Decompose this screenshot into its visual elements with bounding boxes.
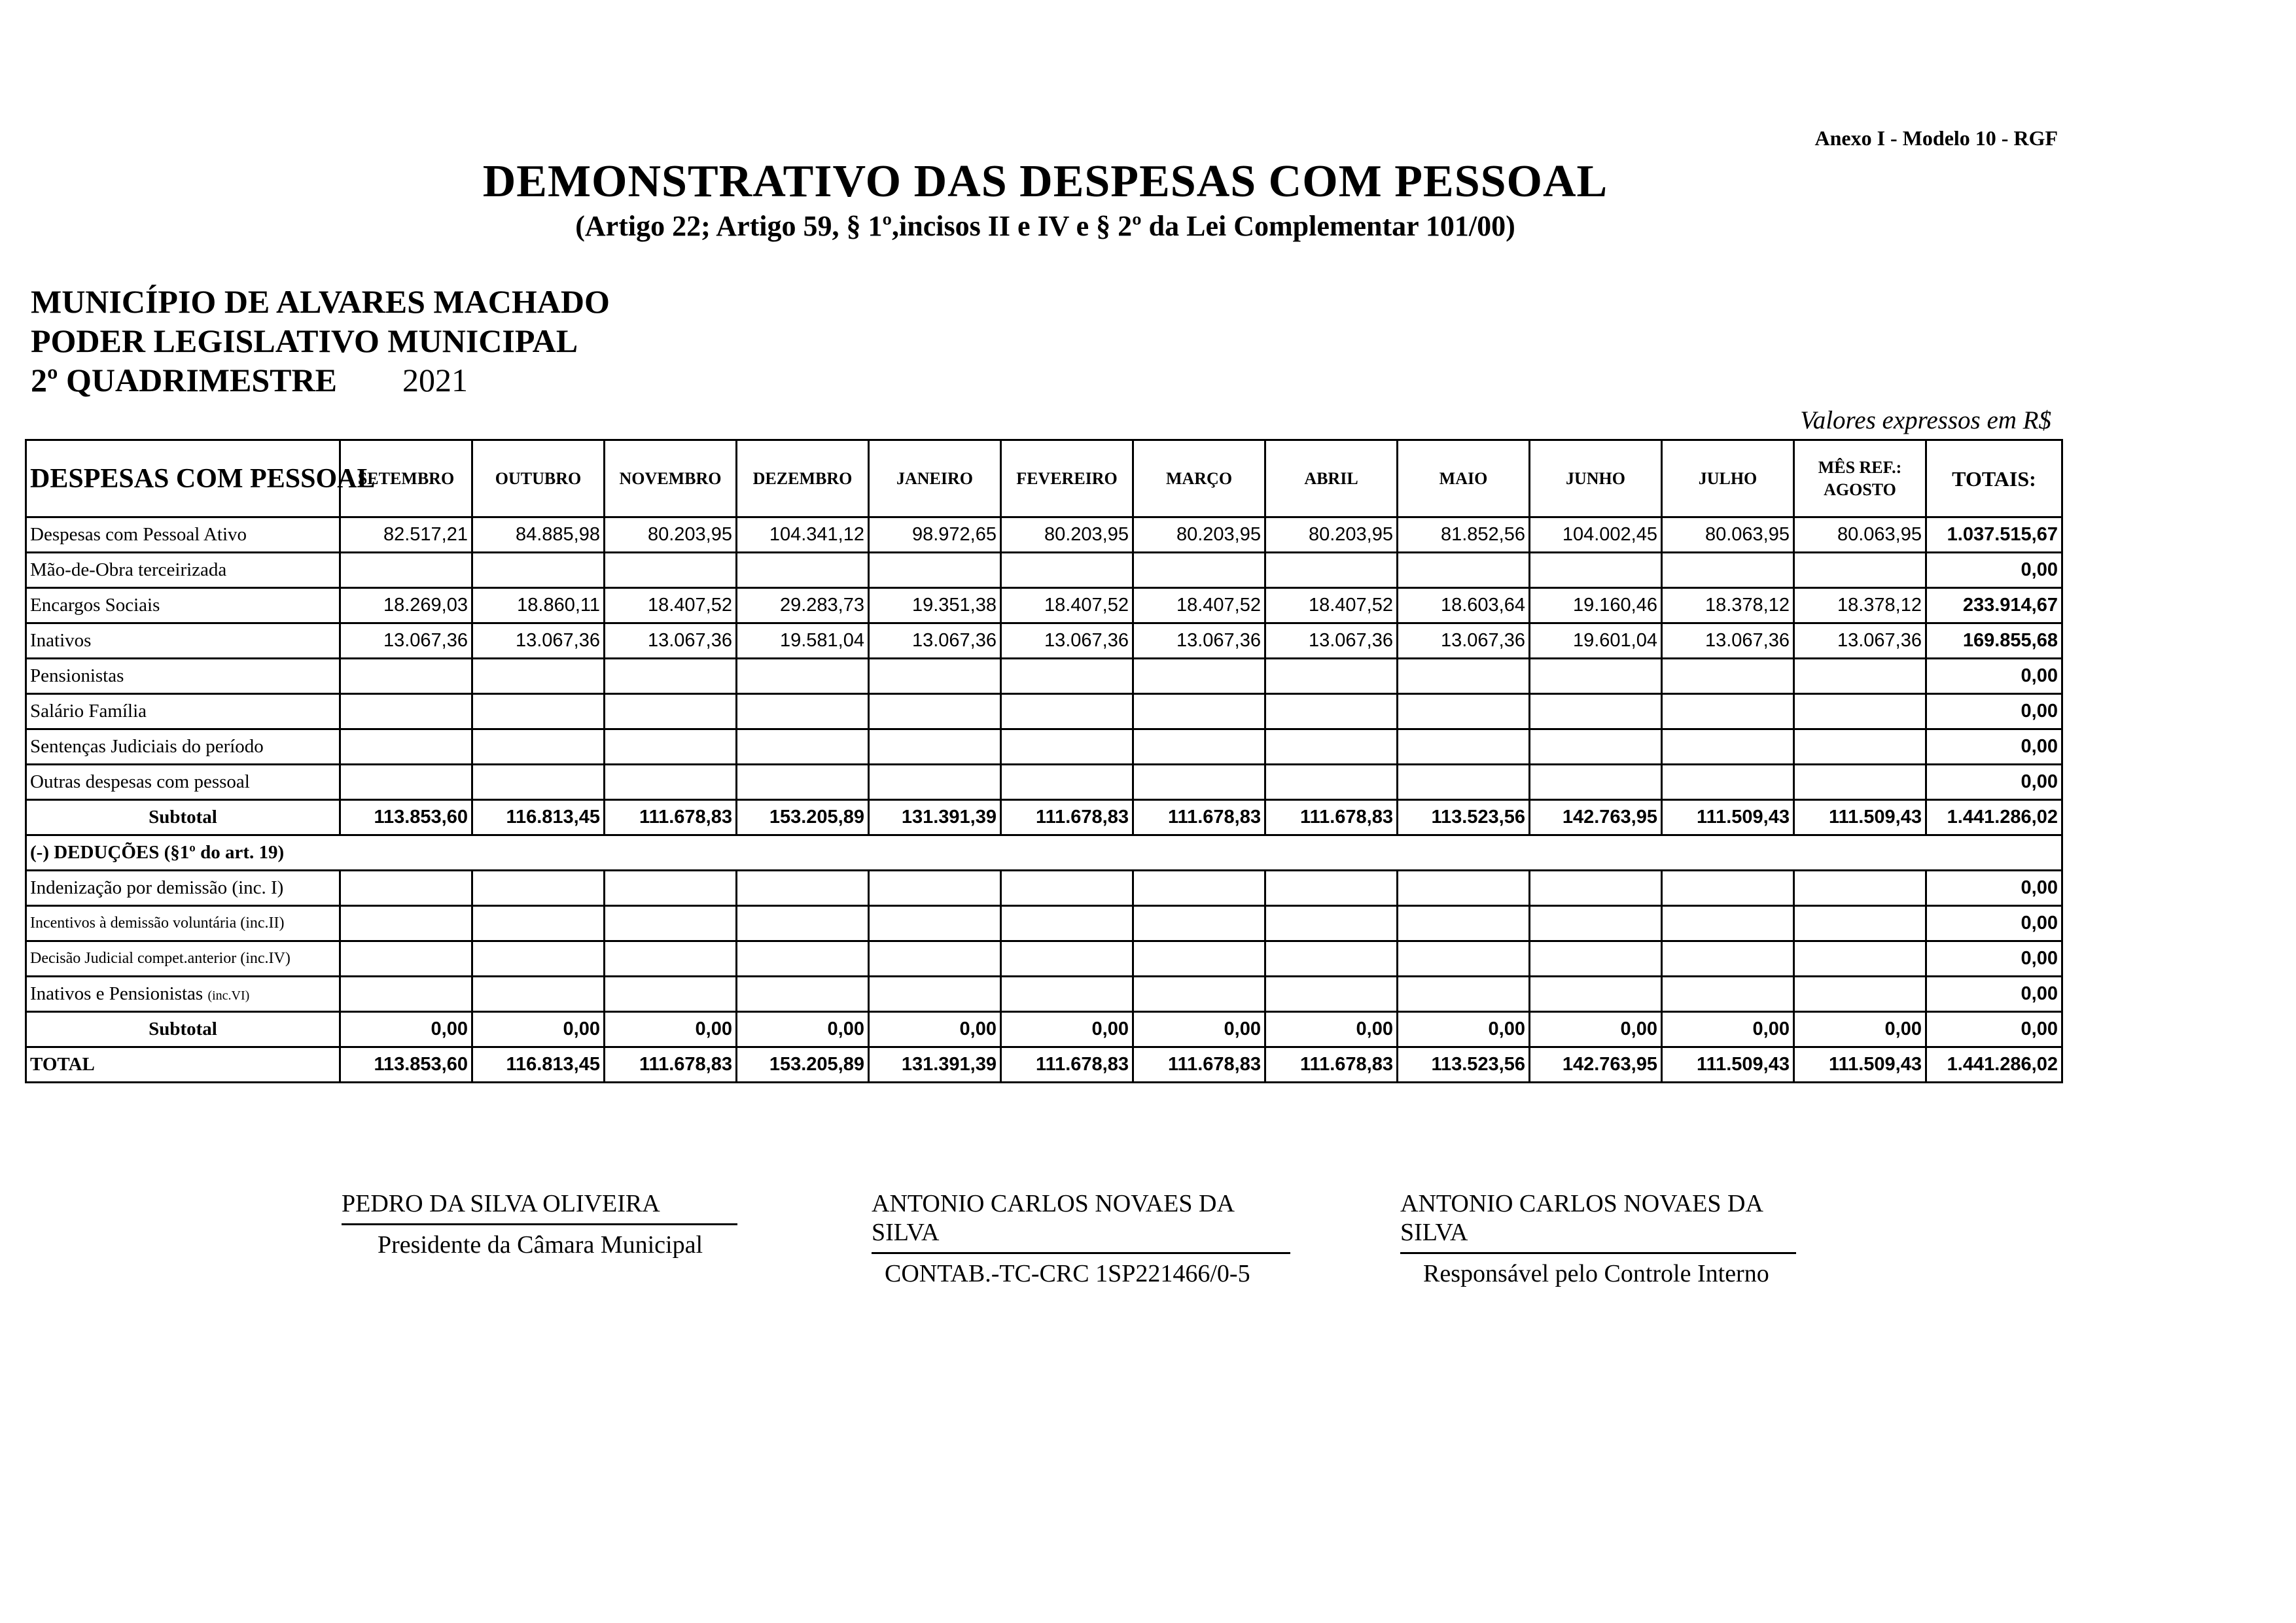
value-cell: [1265, 729, 1398, 765]
header-month: OUTUBRO: [472, 440, 605, 517]
total-cell: 0,00: [1926, 765, 2062, 800]
value-cell: [605, 694, 737, 729]
value-cell: 111.678,83: [1133, 800, 1265, 835]
row-label: [26, 517, 340, 553]
deductions-header: (-) DEDUÇÕES (§1º do art. 19): [26, 835, 2062, 871]
value-cell: 0,00: [869, 1012, 1001, 1047]
value-cell: [1794, 765, 1926, 800]
row-label: [26, 623, 340, 659]
value-cell: [1794, 694, 1926, 729]
ref-header-line1: MÊS REF.:: [1818, 457, 1902, 477]
total-cell: 0,00: [1926, 871, 2062, 906]
value-cell: [1530, 941, 1662, 977]
value-cell: [737, 729, 869, 765]
value-cell: [737, 977, 869, 1012]
value-cell: 0,00: [340, 1012, 472, 1047]
value-cell: 111.678,83: [1001, 1047, 1133, 1083]
value-cell: [1794, 553, 1926, 588]
value-cell: [1001, 553, 1133, 588]
value-cell: [1530, 765, 1662, 800]
value-cell: 13.067,36: [869, 623, 1001, 659]
value-cell: 18.407,52: [1265, 588, 1398, 623]
currency-note: Valores expressos em R$: [1800, 406, 2051, 434]
value-cell: [472, 765, 605, 800]
table-row: [26, 871, 2062, 906]
table-row: [26, 623, 2062, 659]
value-cell: [1662, 871, 1794, 906]
value-cell: 13.067,36: [1265, 623, 1398, 659]
row-label-text: Despesas com Pessoal Ativo: [30, 524, 247, 545]
signature-name: ANTONIO CARLOS NOVAES DA SILVA: [1400, 1190, 1762, 1246]
value-cell: 84.885,98: [472, 517, 605, 553]
value-cell: 80.203,95: [1133, 517, 1265, 553]
total-cell: 233.914,67: [1926, 588, 2062, 623]
value-cell: [1794, 871, 1926, 906]
period-year: 2021: [402, 362, 468, 398]
value-cell: [1133, 694, 1265, 729]
value-cell: [340, 553, 472, 588]
row-label-text: Subtotal: [149, 807, 217, 828]
value-cell: [1265, 553, 1398, 588]
row-label-text: Pensionistas: [30, 665, 124, 686]
value-cell: [472, 553, 605, 588]
header-month: JUNHO: [1530, 440, 1662, 517]
row-label: [26, 906, 340, 941]
value-cell: [1398, 765, 1530, 800]
value-cell: [1133, 729, 1265, 765]
row-label: [26, 694, 340, 729]
value-cell: [1133, 906, 1265, 941]
value-cell: 80.063,95: [1794, 517, 1926, 553]
value-cell: 80.203,95: [605, 517, 737, 553]
row-label-text: Encargos Sociais: [30, 595, 160, 616]
value-cell: 142.763,95: [1530, 1047, 1662, 1083]
value-cell: [1794, 659, 1926, 694]
value-cell: 104.002,45: [1530, 517, 1662, 553]
value-cell: 111.509,43: [1794, 1047, 1926, 1083]
total-cell: 0,00: [1926, 906, 2062, 941]
value-cell: [1265, 977, 1398, 1012]
value-cell: [1398, 659, 1530, 694]
value-cell: [737, 765, 869, 800]
row-label: [26, 729, 340, 765]
value-cell: [1001, 659, 1133, 694]
row-label-text: Sentenças Judiciais do período: [30, 736, 264, 757]
row-label: [26, 871, 340, 906]
value-cell: 111.678,83: [605, 1047, 737, 1083]
value-cell: [1265, 941, 1398, 977]
row-label-text: Outras despesas com pessoal: [30, 771, 250, 792]
value-cell: 0,00: [605, 1012, 737, 1047]
value-cell: [1265, 765, 1398, 800]
value-cell: [340, 906, 472, 941]
value-cell: [1662, 765, 1794, 800]
value-cell: [1265, 694, 1398, 729]
row-label: [26, 553, 340, 588]
row-label-text: Decisão Judicial compet.anterior (inc.IV): [30, 950, 291, 967]
value-cell: [1662, 659, 1794, 694]
value-cell: [737, 906, 869, 941]
total-cell: 0,00: [1926, 941, 2062, 977]
value-cell: [737, 659, 869, 694]
value-cell: 153.205,89: [737, 800, 869, 835]
header-month: MAIO: [1398, 440, 1530, 517]
value-cell: [869, 765, 1001, 800]
signature-role: CONTAB.-TC-CRC 1SP221466/0-5: [885, 1260, 1250, 1287]
value-cell: [472, 941, 605, 977]
header-reference-month: [1794, 440, 1926, 517]
value-cell: 19.351,38: [869, 588, 1001, 623]
expenses-table: [25, 439, 2063, 1083]
value-cell: 111.678,83: [1001, 800, 1133, 835]
total-cell: 0,00: [1926, 729, 2062, 765]
row-label: [26, 1012, 340, 1047]
value-cell: [340, 871, 472, 906]
table-row: [26, 906, 2062, 941]
value-cell: [1530, 977, 1662, 1012]
value-cell: 18.269,03: [340, 588, 472, 623]
table-row: [26, 729, 2062, 765]
value-cell: 113.523,56: [1398, 800, 1530, 835]
value-cell: 111.678,83: [1265, 1047, 1398, 1083]
page-title: DEMONSTRATIVO DAS DESPESAS COM PESSOAL: [482, 156, 1608, 207]
value-cell: 153.205,89: [737, 1047, 869, 1083]
value-cell: 0,00: [1001, 1012, 1133, 1047]
value-cell: [737, 553, 869, 588]
municipality-name: MUNICÍPIO DE ALVARES MACHADO: [31, 283, 610, 320]
signature-block: [342, 1189, 737, 1259]
value-cell: 81.852,56: [1398, 517, 1530, 553]
row-label-text: Indenização por demissão (inc. I): [30, 877, 284, 898]
value-cell: 113.523,56: [1398, 1047, 1530, 1083]
page-subtitle: (Artigo 22; Artigo 59, § 1º,incisos II e IV e § 2º da Lei Complementar 101/00): [575, 210, 1515, 242]
value-cell: [1398, 553, 1530, 588]
value-cell: [869, 977, 1001, 1012]
value-cell: [737, 941, 869, 977]
signature-role: Presidente da Câmara Municipal: [378, 1231, 703, 1259]
table-row: [26, 517, 2062, 553]
signature-name: ANTONIO CARLOS NOVAES DA SILVA: [872, 1190, 1233, 1246]
value-cell: [340, 765, 472, 800]
value-cell: [1662, 941, 1794, 977]
value-cell: 19.160,46: [1530, 588, 1662, 623]
value-cell: 98.972,65: [869, 517, 1001, 553]
total-cell: 1.441.286,02: [1926, 800, 2062, 835]
table-row: [26, 765, 2062, 800]
value-cell: 111.678,83: [605, 800, 737, 835]
value-cell: [605, 553, 737, 588]
value-cell: [869, 729, 1001, 765]
value-cell: 111.509,43: [1662, 800, 1794, 835]
value-cell: 18.378,12: [1794, 588, 1926, 623]
power-name: PODER LEGISLATIVO MUNICIPAL: [31, 323, 578, 359]
value-cell: [737, 871, 869, 906]
value-cell: 111.509,43: [1794, 800, 1926, 835]
signature-block: [1400, 1189, 1796, 1288]
subtotal-row: [26, 1012, 2062, 1047]
value-cell: [340, 694, 472, 729]
row-label: [26, 1047, 340, 1083]
row-label: [26, 800, 340, 835]
value-cell: 80.203,95: [1001, 517, 1133, 553]
value-cell: [869, 906, 1001, 941]
value-cell: [1398, 906, 1530, 941]
value-cell: [1530, 694, 1662, 729]
value-cell: [1398, 729, 1530, 765]
value-cell: 0,00: [1265, 1012, 1398, 1047]
ref-header-line2: AGOSTO: [1824, 480, 1896, 499]
table-row: [26, 977, 2062, 1012]
value-cell: [472, 729, 605, 765]
value-cell: 131.391,39: [869, 800, 1001, 835]
value-cell: 113.853,60: [340, 1047, 472, 1083]
header-month: JULHO: [1662, 440, 1794, 517]
value-cell: 18.407,52: [1133, 588, 1265, 623]
value-cell: 13.067,36: [340, 623, 472, 659]
header-month: NOVEMBRO: [605, 440, 737, 517]
row-label-text: TOTAL: [30, 1054, 95, 1075]
row-label: [26, 941, 340, 977]
header-month: ABRIL: [1265, 440, 1398, 517]
header-month: FEVEREIRO: [1001, 440, 1133, 517]
value-cell: [869, 553, 1001, 588]
row-label-text: Subtotal: [149, 1019, 217, 1039]
period-line: [31, 361, 468, 399]
row-label: [26, 765, 340, 800]
value-cell: 13.067,36: [1001, 623, 1133, 659]
row-label: [26, 659, 340, 694]
value-cell: [472, 694, 605, 729]
row-label-text: Incentivos à demissão voluntária (inc.II): [30, 915, 285, 932]
total-cell: 169.855,68: [1926, 623, 2062, 659]
value-cell: [1001, 941, 1133, 977]
value-cell: [1265, 871, 1398, 906]
value-cell: 116.813,45: [472, 800, 605, 835]
total-cell: 1.037.515,67: [1926, 517, 2062, 553]
value-cell: 0,00: [1662, 1012, 1794, 1047]
value-cell: [1530, 906, 1662, 941]
total-cell: 0,00: [1926, 659, 2062, 694]
value-cell: [472, 906, 605, 941]
header-month: JANEIRO: [869, 440, 1001, 517]
total-row: [26, 1047, 2062, 1083]
value-cell: [1001, 694, 1133, 729]
value-cell: [605, 729, 737, 765]
value-cell: 0,00: [1398, 1012, 1530, 1047]
value-cell: [1794, 941, 1926, 977]
total-cell: 0,00: [1926, 1012, 2062, 1047]
signature-name: PEDRO DA SILVA OLIVEIRA: [342, 1190, 660, 1217]
total-cell: 0,00: [1926, 977, 2062, 1012]
value-cell: [1001, 871, 1133, 906]
value-cell: [869, 659, 1001, 694]
header-month: SETEMBRO: [340, 440, 472, 517]
value-cell: 18.407,52: [605, 588, 737, 623]
row-label-note: (inc.VI): [207, 988, 250, 1003]
value-cell: [1794, 729, 1926, 765]
value-cell: 142.763,95: [1530, 800, 1662, 835]
value-cell: [1530, 871, 1662, 906]
header-despesas: DESPESAS COM PESSOAL: [26, 440, 340, 517]
value-cell: [605, 977, 737, 1012]
value-cell: 19.601,04: [1530, 623, 1662, 659]
value-cell: [1133, 553, 1265, 588]
value-cell: [1530, 659, 1662, 694]
value-cell: 18.860,11: [472, 588, 605, 623]
value-cell: 104.341,12: [737, 517, 869, 553]
value-cell: [869, 941, 1001, 977]
subtotal-row: [26, 800, 2062, 835]
value-cell: 80.203,95: [1265, 517, 1398, 553]
value-cell: 13.067,36: [1133, 623, 1265, 659]
value-cell: [737, 694, 869, 729]
value-cell: [869, 871, 1001, 906]
value-cell: [1794, 906, 1926, 941]
value-cell: 0,00: [1794, 1012, 1926, 1047]
signature-block: [872, 1189, 1290, 1288]
value-cell: [472, 659, 605, 694]
value-cell: 18.603,64: [1398, 588, 1530, 623]
value-cell: [869, 694, 1001, 729]
header-totals: TOTAIS:: [1926, 440, 2062, 517]
total-cell: 0,00: [1926, 553, 2062, 588]
value-cell: [1265, 659, 1398, 694]
value-cell: [605, 871, 737, 906]
value-cell: 131.391,39: [869, 1047, 1001, 1083]
value-cell: 18.407,52: [1001, 588, 1133, 623]
table-row: [26, 659, 2062, 694]
value-cell: [472, 977, 605, 1012]
value-cell: 111.678,83: [1133, 1047, 1265, 1083]
value-cell: [1398, 694, 1530, 729]
value-cell: [1662, 906, 1794, 941]
value-cell: 13.067,36: [1794, 623, 1926, 659]
value-cell: [340, 659, 472, 694]
table-row: [26, 941, 2062, 977]
value-cell: [1530, 553, 1662, 588]
value-cell: [1662, 553, 1794, 588]
row-label: [26, 588, 340, 623]
value-cell: [1133, 941, 1265, 977]
value-cell: 19.581,04: [737, 623, 869, 659]
value-cell: [1265, 906, 1398, 941]
value-cell: [605, 765, 737, 800]
row-label-text: Mão-de-Obra terceirizada: [30, 559, 227, 580]
value-cell: 111.509,43: [1662, 1047, 1794, 1083]
value-cell: [1794, 977, 1926, 1012]
row-label-text: Salário Família: [30, 701, 147, 722]
value-cell: 116.813,45: [472, 1047, 605, 1083]
value-cell: [605, 659, 737, 694]
value-cell: 29.283,73: [737, 588, 869, 623]
value-cell: 18.378,12: [1662, 588, 1794, 623]
value-cell: 0,00: [1133, 1012, 1265, 1047]
value-cell: [340, 729, 472, 765]
value-cell: [1398, 941, 1530, 977]
value-cell: 0,00: [737, 1012, 869, 1047]
value-cell: [605, 906, 737, 941]
table-row: [26, 553, 2062, 588]
value-cell: [1530, 729, 1662, 765]
value-cell: [1001, 906, 1133, 941]
signature-role: Responsável pelo Controle Interno: [1423, 1260, 1769, 1287]
value-cell: 13.067,36: [605, 623, 737, 659]
value-cell: 0,00: [1530, 1012, 1662, 1047]
value-cell: 80.063,95: [1662, 517, 1794, 553]
table-header-row: [26, 440, 2062, 517]
value-cell: [1133, 977, 1265, 1012]
value-cell: [605, 941, 737, 977]
total-cell: 1.441.286,02: [1926, 1047, 2062, 1083]
header-month: MARÇO: [1133, 440, 1265, 517]
period-label: 2º QUADRIMESTRE: [31, 362, 337, 398]
value-cell: [1001, 977, 1133, 1012]
value-cell: [1133, 659, 1265, 694]
value-cell: 0,00: [472, 1012, 605, 1047]
table-row: [26, 694, 2062, 729]
value-cell: [472, 871, 605, 906]
value-cell: 113.853,60: [340, 800, 472, 835]
deductions-header-row: [26, 835, 2062, 871]
value-cell: [1398, 871, 1530, 906]
value-cell: 13.067,36: [472, 623, 605, 659]
value-cell: [1133, 871, 1265, 906]
header-month: DEZEMBRO: [737, 440, 869, 517]
value-cell: [1001, 765, 1133, 800]
value-cell: [1662, 729, 1794, 765]
value-cell: 13.067,36: [1662, 623, 1794, 659]
table-row: [26, 588, 2062, 623]
value-cell: 82.517,21: [340, 517, 472, 553]
row-label-text: Inativos: [30, 630, 92, 651]
value-cell: [340, 977, 472, 1012]
total-cell: 0,00: [1926, 694, 2062, 729]
value-cell: [340, 941, 472, 977]
row-label: [26, 977, 340, 1012]
value-cell: 111.678,83: [1265, 800, 1398, 835]
value-cell: 13.067,36: [1398, 623, 1530, 659]
value-cell: [1662, 977, 1794, 1012]
value-cell: [1001, 729, 1133, 765]
value-cell: [1662, 694, 1794, 729]
row-label-text: Inativos e Pensionistas: [30, 983, 208, 1004]
value-cell: [1133, 765, 1265, 800]
annex-label: Anexo I - Modelo 10 - RGF: [1814, 126, 2058, 150]
value-cell: [1398, 977, 1530, 1012]
